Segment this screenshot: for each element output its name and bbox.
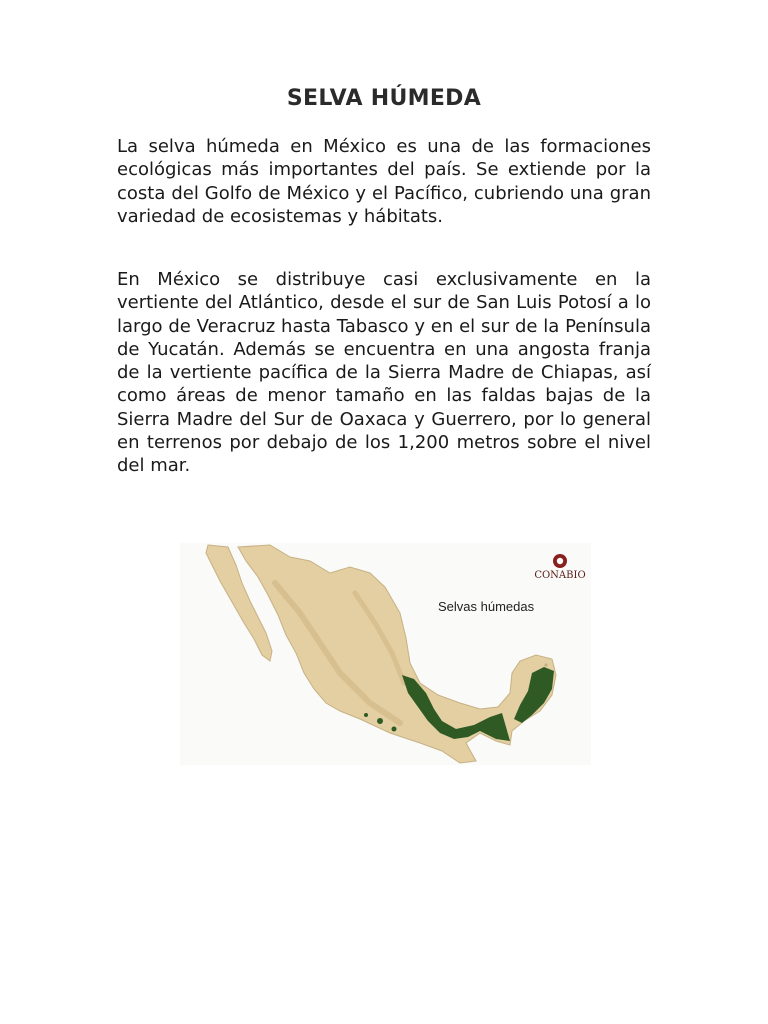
mainland-mexico-shape: [238, 545, 556, 763]
rainforest-patch: [392, 727, 397, 732]
rainforest-patch: [364, 713, 368, 717]
island-dot: [544, 663, 547, 666]
distribution-paragraph: En México se distribuye casi exclusivamente en la vertiente del Atlántico, desde el sur de San Luis Potosí a lo largo de Veracruz hasta Tabasco y en el sur de la Península de Yucatán. Además se encuentra en una angosta franja de la vertiente pacífica de la Sierra Madre de Chiapas, así como áreas de menor tamaño en las faldas bajas de la Sierra Madre del Sur de Oaxaca y Guerrero, por lo general en terrenos por debajo de los 1,200 metros sobre el nivel del mar.: [117, 269, 651, 477]
rainforest-map-figure: [180, 543, 591, 765]
conabio-logo-text: CONABIO: [534, 570, 586, 581]
intro-paragraph: La selva húmeda en México es una de las formaciones ecológicas más importantes del país. Se extiende por la costa del Golfo de México y el Pacífico, cubriendo una gran variedad de ecosistemas y hábitats.: [117, 136, 651, 227]
page-title: SELVA HÚMEDA: [286, 86, 482, 111]
rainforest-patch: [377, 718, 383, 724]
map-caption: Selvas húmedas: [438, 599, 535, 614]
mexico-map: [180, 543, 591, 765]
conabio-logo: [534, 554, 585, 581]
